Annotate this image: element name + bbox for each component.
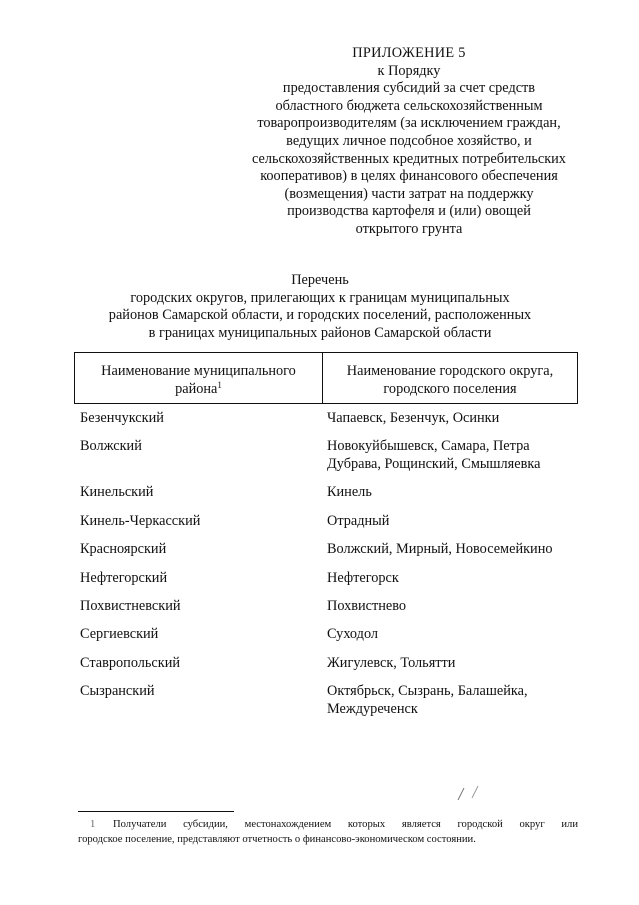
appendix-line: ведущих личное подсобное хозяйство, и [286,132,532,149]
table-row [80,484,580,502]
settlement-cell: Похвистнево [327,597,407,614]
list-title-line: районов Самарской области, и городских поселений, расположенных [108,307,532,324]
column-header-settlement-line2: городского поселения [383,380,517,397]
column-header-district-line1: Наименование муниципального [101,363,296,379]
district-cell: Красноярский [80,541,167,558]
district-cell: Сызранский [80,683,155,700]
settlement-cell: Нефтегорск [327,569,399,586]
column-header-settlement-line1: Наименование городского округа, [346,363,554,379]
footnote-mark: 1 [90,819,97,830]
district-cell: Кинельский [80,484,154,501]
handwritten-mark [452,782,482,806]
appendix-heading: ПРИЛОЖЕНИЕ 5 [352,45,466,61]
appendix-line: производства картофеля и (или) овощей [287,203,531,220]
district-cell: Волжский [80,438,142,455]
list-title [60,272,580,342]
settlement-cell: Волжский, Мирный, Новосемейкино [327,541,553,558]
appendix-line: областного бюджета сельскохозяйственным [275,97,543,114]
column-header-district-line2: района [175,380,218,397]
table-row [80,626,580,644]
table-row [80,410,580,428]
appendix-block [230,45,588,239]
table-header [74,352,578,404]
footnote-line2: городское поселение, представляют отчетность о финансово-экономическом состоянии. [78,833,476,845]
district-cell: Безенчукский [80,410,164,426]
column-header-settlement [323,353,577,403]
footnote [78,818,578,847]
table-row [80,655,580,673]
settlement-cell: Отрадный [327,512,390,529]
table-row [80,438,580,473]
settlement-cell: Октябрьск, Сызрань, Балашейка, Междуреченск [327,683,528,717]
table-row [80,683,580,718]
footnote-line1: Получатели субсидии, местонахождением которых является городской округ или [112,819,578,830]
district-cell: Ставропольский [80,654,181,671]
district-cell: Похвистневский [80,597,181,614]
settlement-cell: Кинель [327,484,372,501]
district-cell: Сергиевский [80,626,159,643]
list-title-line: в границах муниципальных районов Самарской области [148,324,492,341]
table-row [80,541,580,559]
appendix-line: сельскохозяйственных кредитных потребительских [252,150,566,167]
district-cell: Кинель-Черкасский [80,512,201,529]
appendix-line: открытого грунта [355,220,463,237]
settlement-cell: Новокуйбышевск, Самара, Петра Дубрава, Рощинский, Смышляевка [327,438,541,472]
district-cell: Нефтегорский [80,569,168,586]
appendix-line: к Порядку [377,62,441,79]
list-title-line: городских округов, прилегающих к границам муниципальных [130,289,510,306]
footnote-divider [78,811,234,812]
appendix-line: кооперативов) в целях финансового обеспечения [260,168,558,185]
appendix-line: товаропроизводителям (за исключением граждан, [257,115,561,132]
table-row [80,570,580,588]
footnote-reference: 1 [217,379,222,390]
table-row [80,598,580,616]
list-heading: Перечень [291,272,349,288]
appendix-line: предоставления субсидий за счет средств [282,80,536,97]
appendix-line: (возмещения) части затрат на поддержку [284,185,534,202]
settlement-cell: Суходол [327,626,379,643]
settlement-cell: Жигулевск, Тольятти [327,654,456,671]
table-row [80,513,580,531]
column-header-district [75,353,323,403]
table-body [80,410,580,729]
settlement-cell: Чапаевск, Безенчук, Осинки [327,410,500,426]
